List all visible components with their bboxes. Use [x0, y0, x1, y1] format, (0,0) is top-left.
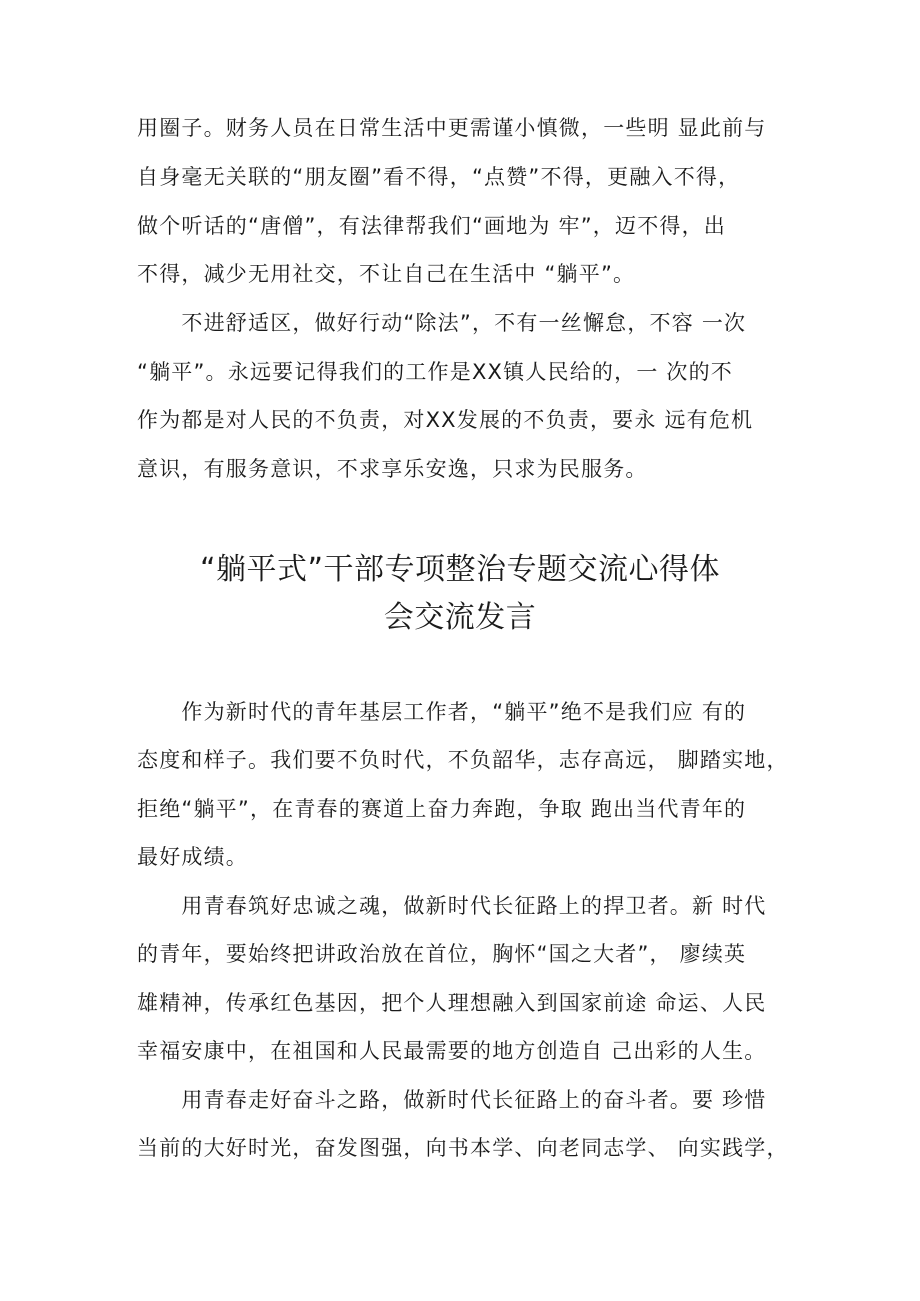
text-line: 自身毫无关联的“朋友圈”看不得，“点赞”不得，更融入不得， [137, 165, 741, 189]
text-line: 用青春走好奋斗之路，做新时代长征路上的奋斗者。要 珍惜 [137, 1088, 767, 1112]
text-line: 拒绝“躺平”，在青春的赛道上奋力奔跑，争取 跑出当代青年的 [137, 797, 747, 821]
text-line: 意识，有服务意识，不求享乐安逸，只求为民服务。 [137, 457, 648, 481]
text-line: 最好成绩。 [137, 845, 248, 869]
text-line: 雄精神，传承红色基因，把个人理想融入到国家前途 命运、人民 [137, 991, 767, 1015]
text-line: 的青年，要始终把讲政治放在首位，胸怀“国之大者”， 廖续英 [137, 942, 747, 966]
text-line: 用圈子。财务人员在日常生活中更需谨小慎微，一些明 显此前与 [137, 116, 767, 140]
text-line: “躺平”。永远要记得我们的工作是XX镇人民给的，一 次的不 [137, 360, 734, 384]
heading-line-2: 会交流发言 [383, 600, 537, 635]
text-line: 做个听话的“唐僧”，有法律帮我们“画地为 牢”，迈不得，出 [137, 214, 726, 238]
text-line: 作为都是对人民的不负责，对XX发展的不负责，要永 远有危机 [137, 408, 754, 432]
text-line: 态度和样子。我们要不负时代，不负韶华，志存高远， 脚踏实地， [137, 748, 789, 772]
text-line: 幸福安康中，在祖国和人民最需要的地方创造自 己出彩的人生。 [137, 1039, 767, 1063]
text-line: 作为新时代的青年基层工作者，“躺平”绝不是我们应 有的 [137, 700, 747, 724]
text-line: 用青春筑好忠诚之魂，做新时代长征路上的捍卫者。新 时代 [137, 894, 767, 918]
text-line: 不进舒适区，做好行动“除法”，不有一丝懈怠，不容 一次 [137, 311, 747, 335]
text-line: 当前的大好时光，奋发图强，向书本学、向老同志学、 向实践学， [137, 1136, 789, 1160]
text-line: 不得，减少无用社交，不让自己在生活中 “躺平”。 [137, 262, 636, 286]
heading-line-1: “躺平式”干部专项整治专题交流心得体 [199, 552, 721, 587]
